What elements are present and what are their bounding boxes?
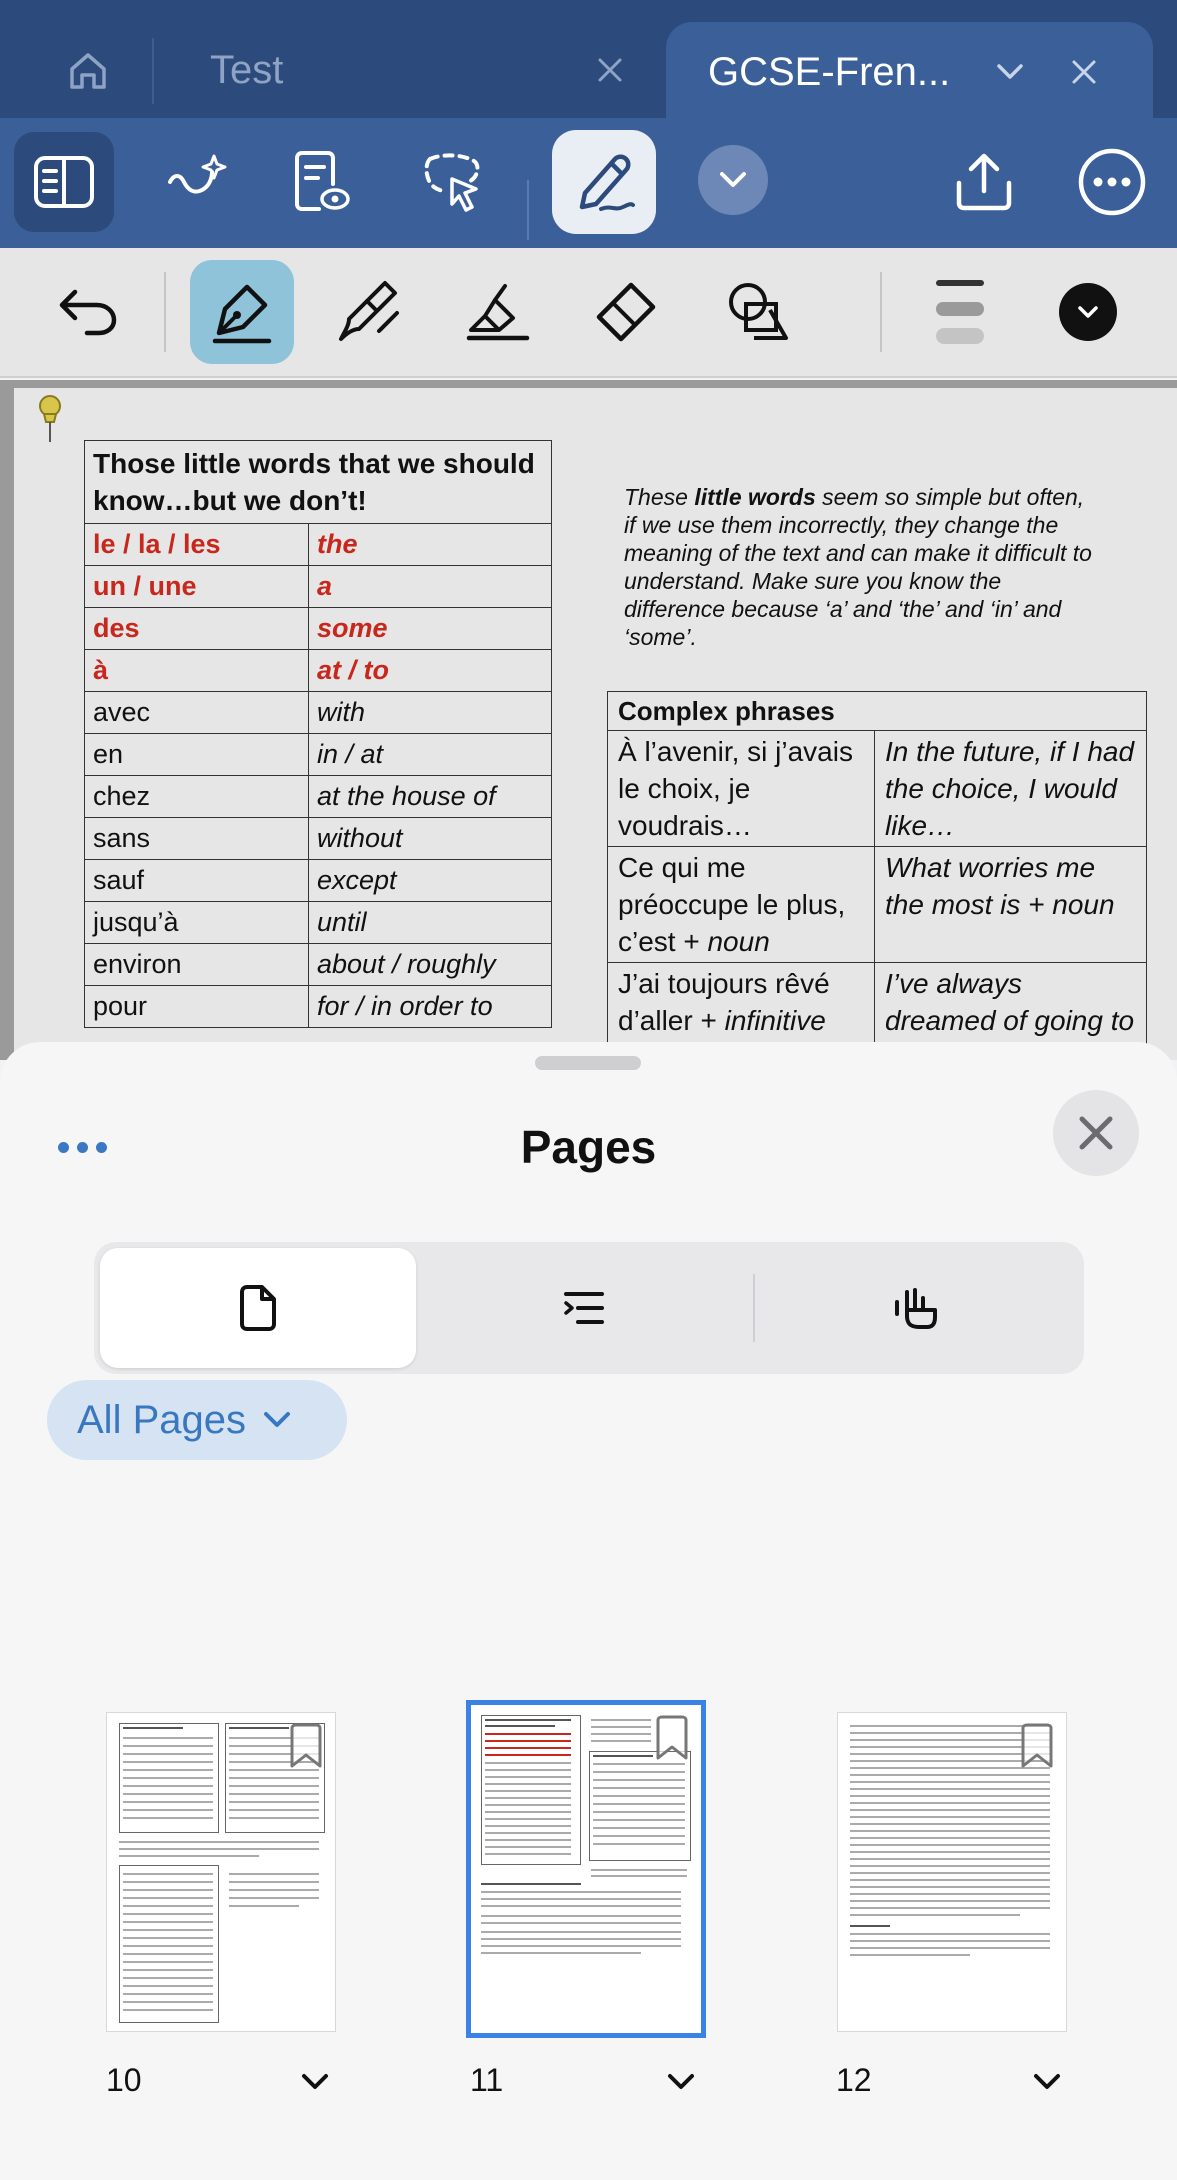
bookmark-icon[interactable] bbox=[1018, 1723, 1056, 1769]
table-cell: some bbox=[309, 608, 552, 650]
cell-text: J’ai toujours rêvé d’aller + bbox=[618, 968, 830, 1036]
tab-divider bbox=[152, 38, 154, 104]
stroke-width-button[interactable] bbox=[908, 260, 1012, 364]
table-row bbox=[608, 847, 1147, 963]
pen-toolbar-separator bbox=[880, 272, 882, 352]
table-cell: at the house of bbox=[309, 776, 552, 818]
little-words-title: Those little words that we should know…but we don’t! bbox=[85, 441, 552, 524]
page-filter-label: All Pages bbox=[77, 1397, 246, 1442]
little-words-table bbox=[84, 440, 552, 1028]
page-number-11: 11 bbox=[470, 2062, 504, 2098]
annotate-button[interactable] bbox=[552, 130, 656, 234]
table-row bbox=[85, 776, 552, 818]
reader-mode-icon bbox=[33, 155, 95, 209]
view-mode-segmented-control bbox=[94, 1242, 1084, 1374]
chevron-down-icon bbox=[718, 170, 748, 190]
table-row bbox=[85, 986, 552, 1028]
table-row bbox=[608, 731, 1147, 847]
table-cell: des bbox=[85, 608, 309, 650]
table-cell: avec bbox=[85, 692, 309, 734]
select-area-button[interactable] bbox=[402, 132, 502, 232]
close-icon bbox=[597, 57, 623, 83]
undo-icon bbox=[57, 288, 119, 336]
tab-active-label: GCSE-Fren... bbox=[708, 49, 951, 94]
complex-phrases-table bbox=[607, 691, 1147, 1060]
more-options-button[interactable] bbox=[1062, 132, 1162, 232]
intro-paragraph bbox=[624, 483, 1094, 651]
page-12-options-button[interactable] bbox=[1022, 2058, 1072, 2106]
table-row bbox=[85, 608, 552, 650]
close-icon bbox=[1071, 59, 1097, 85]
ai-assistant-button[interactable] bbox=[146, 132, 246, 232]
table-cell: What worries me the most is + noun bbox=[875, 847, 1147, 963]
tab-outline[interactable] bbox=[424, 1248, 744, 1368]
bookmark-icon[interactable] bbox=[653, 1715, 691, 1761]
cell-italic-text: noun bbox=[707, 926, 770, 957]
review-icon bbox=[293, 150, 351, 214]
table-cell: À l’avenir, si j’avais le choix, je voudrais… bbox=[608, 731, 875, 847]
tab-gestures[interactable] bbox=[754, 1248, 1078, 1368]
cell-italic-text: infinitive bbox=[724, 1005, 826, 1036]
select-area-icon bbox=[420, 151, 484, 213]
page-11-options-button[interactable] bbox=[656, 2058, 706, 2106]
pages-sheet bbox=[0, 1042, 1177, 2180]
pen-tool-button[interactable] bbox=[190, 260, 294, 364]
sheet-close-button[interactable] bbox=[1053, 1090, 1139, 1176]
table-cell: until bbox=[309, 902, 552, 944]
gestures-icon bbox=[893, 1286, 939, 1330]
chevron-down-icon bbox=[300, 2072, 330, 2092]
color-picker-icon bbox=[1057, 281, 1119, 343]
page-number-10: 10 bbox=[106, 2062, 142, 2098]
table-cell: without bbox=[309, 818, 552, 860]
table-cell: jusqu’à bbox=[85, 902, 309, 944]
table-cell: sans bbox=[85, 818, 309, 860]
toolbar-separator bbox=[527, 180, 529, 240]
table-cell: a bbox=[309, 566, 552, 608]
eraser-tool-button[interactable] bbox=[574, 260, 678, 364]
table-row bbox=[85, 944, 552, 986]
shapes-tool-button[interactable] bbox=[706, 260, 810, 364]
table-cell: chez bbox=[85, 776, 309, 818]
tab-test-close-button[interactable] bbox=[580, 40, 640, 100]
table-row bbox=[85, 566, 552, 608]
complex-phrases-title: Complex phrases bbox=[608, 692, 1147, 731]
intro-bold-text: little words bbox=[694, 484, 816, 510]
table-row bbox=[85, 860, 552, 902]
pen-icon bbox=[211, 279, 273, 345]
table-cell: for / in order to bbox=[309, 986, 552, 1028]
tab-bar bbox=[0, 0, 1177, 118]
highlighter-icon bbox=[337, 279, 403, 345]
table-cell: the bbox=[309, 524, 552, 566]
marker-icon bbox=[465, 280, 531, 344]
table-cell: à bbox=[85, 650, 309, 692]
tab-menu-button[interactable] bbox=[980, 42, 1040, 102]
tab-test[interactable] bbox=[160, 22, 660, 118]
table-row bbox=[85, 650, 552, 692]
undo-button[interactable] bbox=[36, 260, 140, 364]
table-cell: pour bbox=[85, 986, 309, 1028]
annotate-pen-icon bbox=[571, 149, 637, 215]
table-cell: environ bbox=[85, 944, 309, 986]
page-thumbnail-10[interactable] bbox=[106, 1712, 336, 2032]
eraser-icon bbox=[595, 281, 657, 343]
table-cell: in / at bbox=[309, 734, 552, 776]
table-row bbox=[85, 902, 552, 944]
cell-text: Ce qui me préoccupe le plus, c’est + bbox=[618, 852, 846, 957]
table-cell bbox=[608, 847, 875, 963]
tab-gcse-french[interactable] bbox=[666, 22, 1153, 122]
table-cell: sauf bbox=[85, 860, 309, 902]
table-cell: I’ve always dreamed of going to bbox=[875, 963, 1147, 1061]
table-row bbox=[85, 692, 552, 734]
shapes-icon bbox=[726, 280, 790, 344]
table-cell: about / roughly bbox=[309, 944, 552, 986]
table-row bbox=[85, 734, 552, 776]
table-row bbox=[85, 524, 552, 566]
page-thumbnail-11[interactable] bbox=[466, 1700, 706, 2038]
tab-active-close-button[interactable] bbox=[1054, 42, 1114, 102]
intro-text: These bbox=[624, 484, 695, 510]
tab-page-view[interactable] bbox=[100, 1248, 416, 1368]
color-picker-button[interactable] bbox=[1036, 260, 1140, 364]
table-cell: except bbox=[309, 860, 552, 902]
document-page bbox=[14, 388, 1177, 1060]
reader-mode-button[interactable] bbox=[14, 132, 114, 232]
share-icon bbox=[953, 151, 1015, 213]
annotate-options-button[interactable] bbox=[698, 145, 768, 215]
page-10-options-button[interactable] bbox=[290, 2058, 340, 2106]
bookmark-icon[interactable] bbox=[287, 1723, 325, 1769]
outline-icon bbox=[562, 1289, 606, 1327]
intro-text: seem so simple but often, if we use them incorrectly, they change the meaning of the text and can make it difficult to understand. Make sure you know the difference because ‘a’ and ‘the’ and ‘in’ and ‘some’. bbox=[624, 484, 1092, 650]
review-button[interactable] bbox=[272, 132, 372, 232]
page-filter-dropdown[interactable] bbox=[47, 1380, 347, 1460]
stroke-width-icon bbox=[932, 276, 988, 348]
chevron-down-icon bbox=[996, 63, 1024, 81]
marker-tool-button[interactable] bbox=[446, 260, 550, 364]
ai-assistant-icon bbox=[164, 152, 228, 212]
close-icon bbox=[1077, 1114, 1115, 1152]
document-viewer[interactable] bbox=[0, 380, 1177, 1060]
table-cell: with bbox=[309, 692, 552, 734]
page-number-12: 12 bbox=[836, 2062, 872, 2098]
share-button[interactable] bbox=[934, 132, 1034, 232]
tab-test-label: Test bbox=[210, 47, 284, 92]
pen-toolbar-separator bbox=[164, 272, 166, 352]
page-thumbnail-12[interactable] bbox=[837, 1712, 1067, 2032]
table-row bbox=[85, 818, 552, 860]
chevron-down-icon bbox=[666, 2072, 696, 2092]
table-cell: en bbox=[85, 734, 309, 776]
chevron-down-icon bbox=[1032, 2072, 1062, 2092]
pushpin-icon bbox=[34, 394, 66, 444]
table-cell: un / une bbox=[85, 566, 309, 608]
table-cell: at / to bbox=[309, 650, 552, 692]
highlighter-tool-button[interactable] bbox=[318, 260, 422, 364]
chevron-down-icon bbox=[262, 1410, 292, 1430]
home-tab[interactable] bbox=[30, 28, 145, 114]
page-view-icon bbox=[238, 1284, 278, 1332]
more-icon bbox=[1077, 147, 1147, 217]
pen-toolbar bbox=[0, 248, 1177, 378]
sheet-grabber[interactable] bbox=[535, 1056, 641, 1070]
table-cell: In the future, if I had the choice, I would like… bbox=[875, 731, 1147, 847]
sheet-title: Pages bbox=[520, 1121, 657, 1173]
table-cell: le / la / les bbox=[85, 524, 309, 566]
home-icon bbox=[64, 47, 112, 95]
